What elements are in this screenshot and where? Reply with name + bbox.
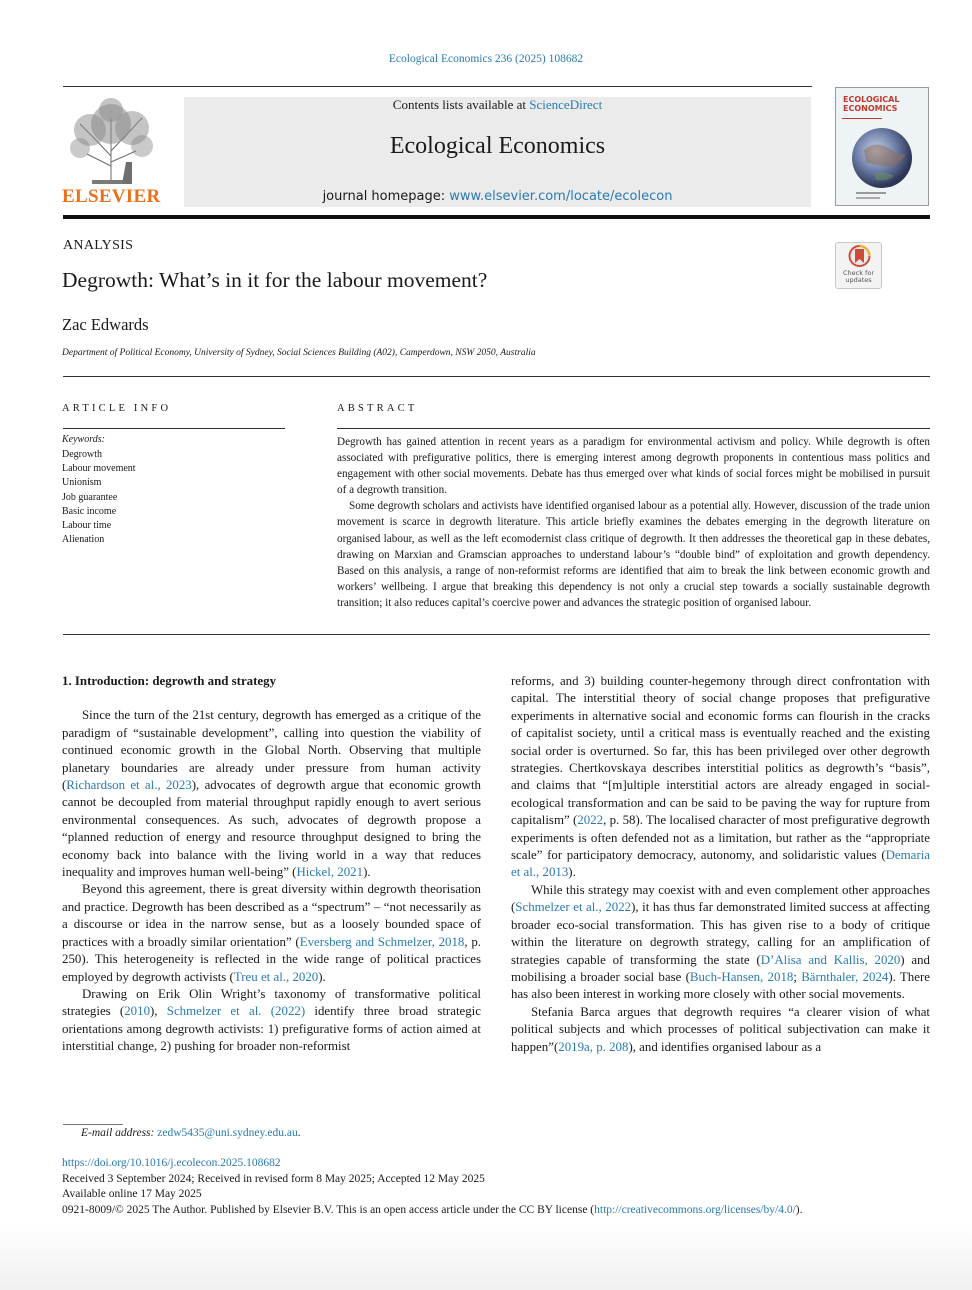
check-for-updates-label: Check for updates <box>843 269 874 284</box>
article-section-type: ANALYSIS <box>63 238 134 253</box>
journal-cover[interactable] <box>835 87 929 206</box>
article-metadata <box>62 1156 802 1218</box>
article-info-heading: ARTICLE INFO <box>62 403 172 414</box>
keywords-label: Keywords: <box>62 434 105 445</box>
author-affiliation: Department of Political Economy, University of Sydney, Social Sciences Building (A02), Camperdown, NSW 2050, Australia <box>62 348 536 358</box>
keyword-item: Degrowth <box>62 449 102 460</box>
abstract-heading: ABSTRACT <box>337 403 418 414</box>
journal-title: Ecological Economics <box>389 133 606 159</box>
contents-line <box>184 97 811 113</box>
body-paragraph: Beyond this agreement, there is great diversity within degrowth theorisation and practice. Degrowth has been described as a “spectrum” – “not necessarily as a discourse or idea in the narrow sense, but as a loosely bounded space of practices with a broadly similar orientation” (Eversberg and Schmelzer, 2018, p. 250). This heterogeneity is reflected in the wide range of political practices employed by degrowth activists (Treu et al., 2020). <box>62 882 481 984</box>
front-matter-rule <box>63 376 930 377</box>
keyword-item: Basic income <box>62 505 117 517</box>
body-column-left <box>62 673 481 1056</box>
abstract-body <box>337 434 930 611</box>
journal-citation[interactable] <box>0 53 972 65</box>
citation-link[interactable]: 2022 <box>577 813 604 828</box>
page-bottom-shade <box>0 1224 972 1290</box>
citation-link[interactable]: Buch-Hansen, 2018 <box>689 969 794 984</box>
homepage-prefix: journal homepage: <box>322 189 450 204</box>
footnote-rule <box>63 1124 123 1125</box>
header-thick-rule <box>63 215 930 219</box>
body-paragraph: Since the turn of the 21st century, degrowth has emerged as a critique of the paradigm of “sustainable development”, calling into question the viability of continued economic growth in the Global North. Observing that multiple planetary boundaries are already under pressure from human activity (Richardson et al., 2023), advocates of degrowth argue that economic growth cannot be decoupled from material throughput rapidly enough to avert serious environmental consequences. As such, advocates of degrowth propose a “planned reduction of energy and resource throughput designed to bring the economy back into balance with the living world in a way that reduces inequality and improves human well-being” (Hickel, 2021). <box>62 708 482 880</box>
citation-link[interactable]: Ecological Economics 236 (2025) 108682 <box>388 53 584 65</box>
footnote-email: E-mail address: zedw5435@uni.sydney.edu.au. <box>81 1127 301 1139</box>
citation-link[interactable]: Eversberg and Schmelzer, 2018 <box>299 934 465 949</box>
keyword-item: Unionism <box>62 477 102 489</box>
keywords-list <box>62 448 136 547</box>
keyword-item: Labour movement <box>62 463 136 475</box>
section-heading: 1. Introduction: degrowth and strategy <box>62 674 277 688</box>
keyword-item: Job guarantee <box>62 491 118 503</box>
elsevier-wordmark: ELSEVIER <box>62 186 161 207</box>
abstract-rule <box>337 428 930 429</box>
abstract-paragraph-1: Degrowth has gained attention in recent years as a paradigm for environmental activism and policy. While degrowth is often associated with prefigurative politics, there is emerging interest among degrowth proponents in contentious mass politics and engagement with other social movements. Debate has thus emerged over what kinds of social forces might be mobilised in pursuit of a degrowth transition. <box>337 436 930 497</box>
body-column-right <box>511 673 930 1056</box>
citation-link[interactable]: Schmelzer et al. (2022) <box>166 1004 306 1019</box>
homepage-link[interactable]: www.elsevier.com/locate/ecolecon <box>449 189 673 204</box>
body-paragraph: reforms, and 3) building counter-hegemony through direct confrontation with capital. The interstitial theory of social change proposes that prefigurative experiments in alternative social and economic forms can flourish in the cracks of capitalist society, until a critical mass is eventually reached and the existing social order is overturned. So far, this has been privileged over other degrowth strategies. Chertkovskaya describes interstitial politics as degrowth’s “basis”, and claims that “[m]ultiple interstitial actors are already engaged in social-ecological transformation and can be said to be paving the way for rupture from capitalism” (2022, p. 58). The localised character of most prefigurative degrowth experiments is often defended not as a limitation, but rather as the “appropriate scale” for participatory democracy, autonomy, and solidaristic values (Demaria et al., 2013). <box>511 674 930 880</box>
cover-globe-image <box>836 88 929 206</box>
license-line: 0921-8009/© 2025 The Author. Published by Elsevier B.V. This is an open access article under the CC BY license (http://creativecommons.org/licenses/by/4.0/). <box>62 1203 803 1216</box>
license-link[interactable]: http://creativecommons.org/licenses/by/4.0/ <box>594 1203 796 1216</box>
citation-link[interactable]: 2019a, p. 208 <box>558 1039 629 1054</box>
body-paragraph: Stefania Barca argues that degrowth requires “a clearer vision of what political subjects and which processes of political subjectivation can make it happen”(2019a, p. 208), and identifies organised labour as a <box>511 1004 930 1054</box>
body-paragraph: Drawing on Erik Olin Wright’s taxonomy of transformative political strategies (2010), Schmelzer et al. (2022) identify three broad strategic orientations among degrowth activists: 1) prefigurative forms of action aimed at interstitial change, 2) pushing for broader non-reformist <box>62 986 481 1054</box>
homepage-line <box>184 189 811 204</box>
keyword-item: Alienation <box>62 534 105 546</box>
citation-link[interactable]: Schmelzer et al., 2022 <box>515 900 632 915</box>
header-rule <box>63 86 812 87</box>
journal-masthead <box>184 97 811 207</box>
bookmark-icon <box>836 243 883 271</box>
body-paragraph: While this strategy may coexist with and even complement other approaches (Schmelzer et al., 2022), it has thus far demonstrated limited success at affecting broader eco-social transformation. This has given rise to a body of critique within the literature on degrowth strategy, calling for an amplification of strategies capable of transforming the state (D’Alisa and Kallis, 2020) and mobilising a broader social base (Buch-Hansen, 2018; Bärnthaler, 2024). There has also been interest in working more closely with other social movements. <box>511 882 930 1002</box>
abstract-paragraph-2: Some degrowth scholars and activists have identified organised labour as a potential ally. However, discussion of the trade union movement is scarce in degrowth literature. This article briefly examines the debates emerging in the degrowth literature on organised labour, as well as the left ecomodernist class critique of degrowth. It then addresses the theoretical gap in these debates, drawing on Marxian and Gramscian approaches to understand labour’s “double bind” of exploitation and growth dependency. Based on this analysis, a range of non-reformist reforms are identified that aim to break the link between economic growth and workers’ wellbeing. I argue that breaking this dependency is not only a crucial step towards a socially sustainable degrowth transition; it also reduces capital’s coercive power and advances the strategic position of organised labour. <box>337 500 930 609</box>
online-date: Available online 17 May 2025 <box>62 1188 202 1200</box>
author-name[interactable]: Zac Edwards <box>62 315 149 334</box>
doi-link[interactable]: https://doi.org/10.1016/j.ecolecon.2025.108682 <box>62 1157 281 1169</box>
citation-link[interactable]: Bärnthaler, 2024 <box>801 969 889 984</box>
citation-link[interactable]: Hickel, 2021 <box>296 865 364 880</box>
citation-link[interactable]: Demaria et al., 2013 <box>511 848 930 880</box>
paper-title: Degrowth: What’s in it for the labour movement? <box>62 268 488 292</box>
keyword-item: Labour time <box>62 520 112 532</box>
citation-link[interactable]: D’Alisa and Kallis, 2020 <box>760 952 901 967</box>
citation-link[interactable]: Treu et al., 2020 <box>233 969 319 984</box>
cover-title: ECOLOGICAL ECONOMICS <box>843 95 900 113</box>
article-info-rule <box>63 428 285 429</box>
received-dates: Received 3 September 2024; Received in revised form 8 May 2025; Accepted 12 May 2025 <box>62 1172 485 1185</box>
sciencedirect-link[interactable]: ScienceDirect <box>529 97 603 112</box>
citation-link[interactable]: Richardson et al., 2023 <box>66 778 192 793</box>
abstract-end-rule <box>63 634 930 635</box>
check-for-updates-button[interactable] <box>835 242 882 289</box>
contents-prefix: Contents lists available at <box>392 97 530 112</box>
footnote-label: E-mail address: <box>81 1127 155 1139</box>
email-link[interactable]: zedw5435@uni.sydney.edu.au <box>157 1127 298 1139</box>
citation-link[interactable]: 2010 <box>124 1004 151 1019</box>
